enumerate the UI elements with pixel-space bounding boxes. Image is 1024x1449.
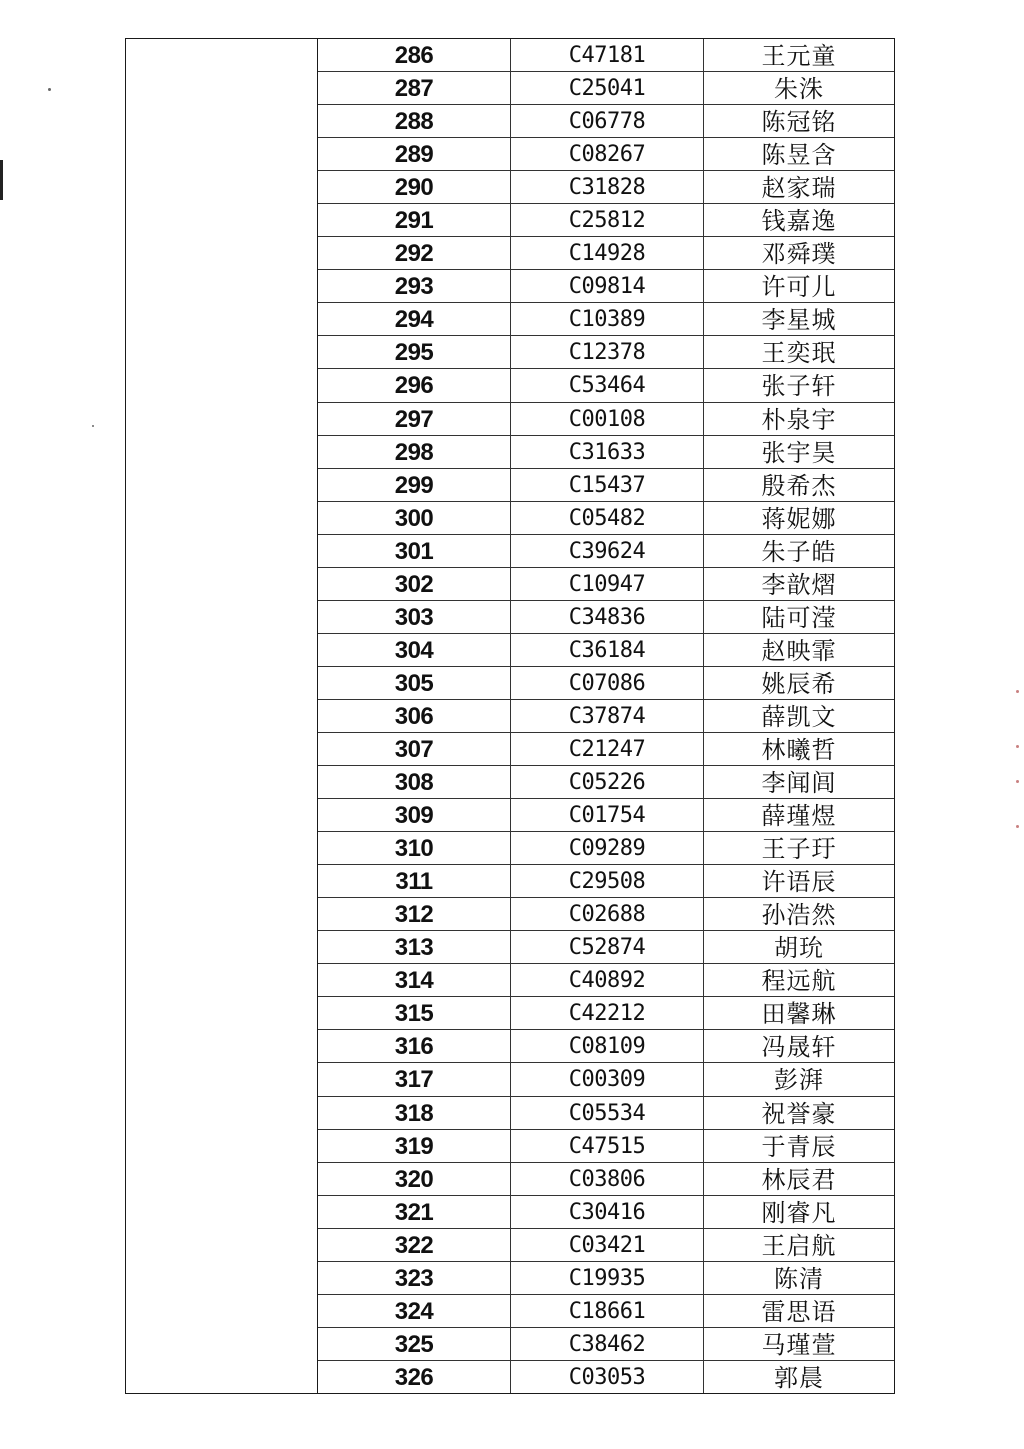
- candidate-name: 马瑾萱: [761, 1330, 837, 1359]
- row-number: 295: [318, 336, 511, 368]
- row-number: 299: [318, 469, 511, 501]
- candidate-name: 雷思语: [761, 1297, 837, 1326]
- row-number: 323: [318, 1262, 511, 1294]
- scan-speck: [1016, 825, 1019, 828]
- candidate-name: 陆可滢: [761, 603, 837, 632]
- table-row: [318, 1063, 894, 1096]
- candidate-name: 陈昱含: [761, 141, 837, 170]
- table-row: [318, 1361, 894, 1393]
- candidate-id: C37874: [511, 700, 704, 732]
- candidate-name: 李星城: [761, 306, 837, 335]
- candidate-name: 李歆熠: [761, 570, 837, 599]
- table-row: [318, 369, 894, 402]
- candidate-name: 朱洙: [774, 75, 824, 104]
- candidate-id: C47181: [511, 39, 704, 71]
- candidate-name: 郭晨: [774, 1363, 824, 1392]
- candidate-id: C09289: [511, 832, 704, 864]
- merged-blank-cell: [126, 39, 318, 1393]
- candidate-id: C52874: [511, 931, 704, 963]
- table-row: [318, 1328, 894, 1361]
- row-number: 307: [318, 733, 511, 765]
- table-row: [318, 700, 894, 733]
- table-row: [318, 39, 894, 72]
- row-number: 310: [318, 832, 511, 864]
- candidate-name: 蒋妮娜: [761, 504, 837, 533]
- row-number: 317: [318, 1063, 511, 1095]
- candidate-name: 薛凯文: [761, 702, 837, 731]
- candidate-id: C08267: [511, 138, 704, 170]
- candidate-name: 陈清: [774, 1264, 824, 1293]
- scan-speck: [1016, 690, 1019, 693]
- scan-speck: [48, 88, 51, 91]
- table-row: [318, 997, 894, 1030]
- row-number: 322: [318, 1229, 511, 1261]
- candidate-name: 钱嘉逸: [761, 207, 837, 236]
- table-row: [318, 72, 894, 105]
- row-number: 309: [318, 799, 511, 831]
- table-row: [318, 403, 894, 436]
- candidate-name: 王元童: [761, 42, 837, 71]
- row-number: 316: [318, 1030, 511, 1062]
- candidate-name: 薛瑾煜: [761, 802, 837, 831]
- candidate-name: 程远航: [761, 967, 837, 996]
- row-number: 314: [318, 964, 511, 996]
- table-row: [318, 568, 894, 601]
- row-number: 292: [318, 237, 511, 269]
- scan-edge-mark: [0, 160, 3, 200]
- candidate-name: 朱子皓: [761, 537, 837, 566]
- table-row: [318, 105, 894, 138]
- candidate-name: 姚辰希: [761, 669, 837, 698]
- candidate-id: C39624: [511, 535, 704, 567]
- candidate-name: 孙浩然: [761, 901, 837, 930]
- candidate-id: C09814: [511, 270, 704, 302]
- table-row: [318, 502, 894, 535]
- table-row: [318, 799, 894, 832]
- table-row: [318, 865, 894, 898]
- row-number: 313: [318, 931, 511, 963]
- row-number: 293: [318, 270, 511, 302]
- row-number: 318: [318, 1097, 511, 1129]
- table-row: [318, 832, 894, 865]
- candidate-id: C03421: [511, 1229, 704, 1261]
- table-row: [318, 204, 894, 237]
- candidate-name: 许语辰: [761, 868, 837, 897]
- row-number: 296: [318, 369, 511, 401]
- candidate-id: C19935: [511, 1262, 704, 1294]
- row-number: 319: [318, 1130, 511, 1162]
- candidate-name: 邓舜璞: [761, 240, 837, 269]
- table-row: [318, 535, 894, 568]
- candidate-name: 祝誉豪: [761, 1099, 837, 1128]
- scan-speck: [92, 425, 94, 427]
- candidate-name: 赵家瑞: [761, 174, 837, 203]
- row-number: 312: [318, 898, 511, 930]
- table-row: [318, 1163, 894, 1196]
- candidate-id: C07086: [511, 667, 704, 699]
- row-number: 303: [318, 601, 511, 633]
- row-number: 300: [318, 502, 511, 534]
- candidate-id: C29508: [511, 865, 704, 897]
- candidate-id: C18661: [511, 1295, 704, 1327]
- candidate-name: 冯晟轩: [761, 1033, 837, 1062]
- row-number: 288: [318, 105, 511, 137]
- candidate-id: C30416: [511, 1196, 704, 1228]
- table-row: [318, 634, 894, 667]
- row-number: 304: [318, 634, 511, 666]
- candidate-id: C42212: [511, 997, 704, 1029]
- table-row: [318, 1295, 894, 1328]
- candidate-id: C03806: [511, 1163, 704, 1195]
- candidate-id: C10947: [511, 568, 704, 600]
- candidate-name: 田馨琳: [761, 1000, 837, 1029]
- row-number: 289: [318, 138, 511, 170]
- candidate-name: 彭湃: [774, 1066, 824, 1095]
- table-row: [318, 898, 894, 931]
- table-row: [318, 733, 894, 766]
- row-number: 326: [318, 1361, 511, 1393]
- row-number: 291: [318, 204, 511, 236]
- candidate-name: 王子玗: [761, 835, 837, 864]
- table-row: [318, 436, 894, 469]
- row-number: 286: [318, 39, 511, 71]
- row-number: 324: [318, 1295, 511, 1327]
- row-number: 287: [318, 72, 511, 104]
- table-row: [318, 469, 894, 502]
- candidate-id: C05482: [511, 502, 704, 534]
- candidate-id: C03053: [511, 1361, 704, 1393]
- table-row: [318, 270, 894, 303]
- candidate-name: 赵映霏: [761, 636, 837, 665]
- row-number: 320: [318, 1163, 511, 1195]
- row-number: 306: [318, 700, 511, 732]
- table-row: [318, 303, 894, 336]
- candidate-id: C15437: [511, 469, 704, 501]
- row-number: 325: [318, 1328, 511, 1360]
- table-row: [318, 138, 894, 171]
- candidate-id: C31828: [511, 171, 704, 203]
- table-row: [318, 931, 894, 964]
- candidate-name: 林辰君: [761, 1165, 837, 1194]
- row-number: 308: [318, 766, 511, 798]
- row-number: 297: [318, 403, 511, 435]
- candidate-id: C02688: [511, 898, 704, 930]
- candidate-id: C38462: [511, 1328, 704, 1360]
- candidate-id: C10389: [511, 303, 704, 335]
- table-row: [318, 336, 894, 369]
- table-row: [318, 1030, 894, 1063]
- table-row: [318, 964, 894, 997]
- row-number: 315: [318, 997, 511, 1029]
- candidate-name: 王奕珉: [761, 339, 837, 368]
- candidate-name: 王启航: [761, 1231, 837, 1260]
- table-row: [318, 601, 894, 634]
- row-number: 301: [318, 535, 511, 567]
- table-row: [318, 1262, 894, 1295]
- table-row: [318, 171, 894, 204]
- candidate-id: C00309: [511, 1063, 704, 1095]
- candidate-id: C21247: [511, 733, 704, 765]
- roster-table: [125, 38, 895, 1394]
- candidate-name: 于青辰: [761, 1132, 837, 1161]
- candidate-id: C34836: [511, 601, 704, 633]
- candidate-id: C47515: [511, 1130, 704, 1162]
- candidate-id: C25041: [511, 72, 704, 104]
- row-number: 305: [318, 667, 511, 699]
- candidate-id: C36184: [511, 634, 704, 666]
- roster-rows: [318, 39, 894, 1393]
- row-number: 290: [318, 171, 511, 203]
- candidate-name: 李闻闾: [761, 769, 837, 798]
- candidate-name: 陈冠铭: [761, 108, 837, 137]
- candidate-id: C05534: [511, 1097, 704, 1129]
- candidate-id: C31633: [511, 436, 704, 468]
- scan-speck: [1016, 745, 1019, 748]
- table-row: [318, 667, 894, 700]
- table-row: [318, 766, 894, 799]
- candidate-id: C05226: [511, 766, 704, 798]
- candidate-id: C08109: [511, 1030, 704, 1062]
- table-row: [318, 1097, 894, 1130]
- candidate-name: 刚睿凡: [761, 1198, 837, 1227]
- candidate-name: 张子轩: [761, 372, 837, 401]
- table-row: [318, 1229, 894, 1262]
- table-row: [318, 1196, 894, 1229]
- scan-speck: [1016, 780, 1019, 783]
- candidate-id: C40892: [511, 964, 704, 996]
- table-row: [318, 237, 894, 270]
- candidate-id: C01754: [511, 799, 704, 831]
- candidate-name: 殷希杰: [761, 471, 837, 500]
- candidate-name: 林曦哲: [761, 736, 837, 764]
- candidate-name: 朴泉宇: [761, 405, 837, 434]
- candidate-name: 张宇昊: [761, 438, 837, 467]
- candidate-id: C12378: [511, 336, 704, 368]
- candidate-id: C25812: [511, 204, 704, 236]
- candidate-id: C53464: [511, 369, 704, 401]
- candidate-id: C06778: [511, 105, 704, 137]
- candidate-name: 许可儿: [761, 273, 837, 302]
- row-number: 311: [318, 865, 511, 897]
- row-number: 298: [318, 436, 511, 468]
- candidate-name: 胡玧: [774, 934, 824, 963]
- row-number: 321: [318, 1196, 511, 1228]
- candidate-id: C14928: [511, 237, 704, 269]
- table-row: [318, 1130, 894, 1163]
- candidate-id: C00108: [511, 403, 704, 435]
- row-number: 302: [318, 568, 511, 600]
- row-number: 294: [318, 303, 511, 335]
